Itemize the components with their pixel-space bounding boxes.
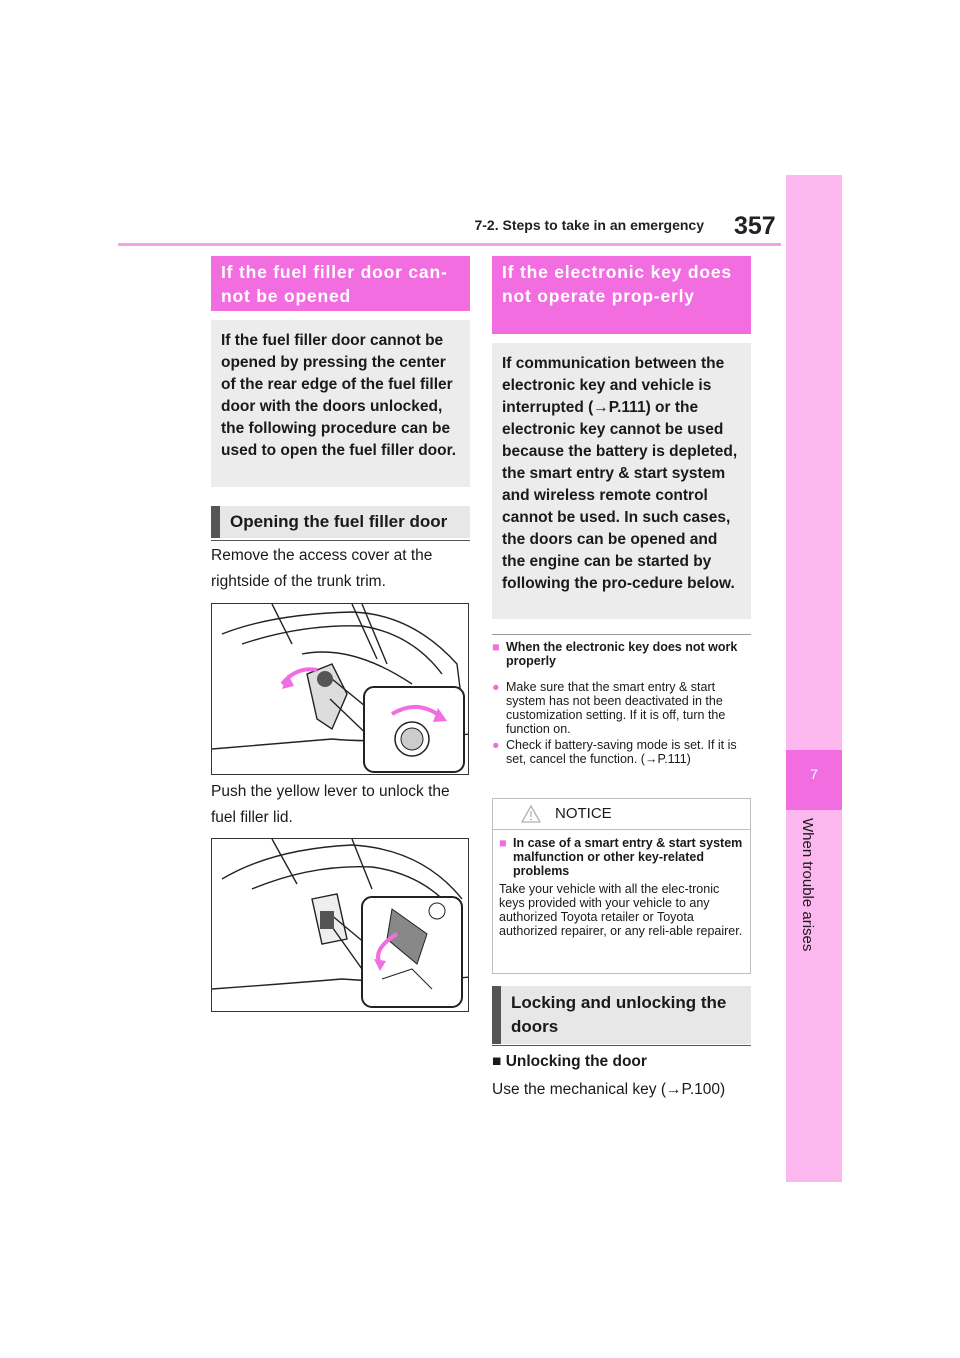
bullet-item-1 [492,680,751,738]
mechanical-key-text: Use the mechanical key (→P.100) [492,1081,726,1098]
note-title: When the electronic key does not work properly [506,640,738,668]
unlocking-door-item [492,1049,751,1075]
warning-triangle-icon [521,805,541,823]
side-tab-strip [786,175,842,1182]
bullet-item-2 [492,738,751,766]
access-cover-illustration [212,604,469,775]
opening-fuel-door-subheading: Opening the fuel filler door [211,506,470,538]
electronic-key-intro: If communication between the electronic key and vehicle is interrupted (→P.111) or the electronic key cannot be used because the battery is depleted, the smart entry & start system and wireless remote control cannot be used. In such cases, the doors can be opened and the engine can be started by following the pro-cedure below. [492,343,751,619]
bullet-text-1: Make sure that the smart entry & start system has not been deactivated in the customization setting. If it is off, turn the function on. [506,680,726,736]
yellow-lever-illustration [212,839,469,1012]
divider-rule [492,634,751,635]
locking-unlocking-subheading: Locking and unlocking the doors [492,986,751,1044]
circle-bullet-icon: ● [492,680,500,694]
notice-title-row [499,836,744,878]
access-cover-figure [211,603,469,775]
square-bullet-icon: ■ [492,640,500,654]
square-bullet-icon: ■ [499,836,507,850]
notice-box [492,798,751,974]
circle-bullet-icon: ● [492,738,500,752]
fuel-door-intro: If the fuel filler door cannot be opened by pressing the center of the rear edge of the fuel filler door with the doors unlocked, the following procedure can be used to open the fuel filler door. [211,320,470,487]
step-2-text: Push the yellow lever to unlock the fuel filler lid. [211,783,450,826]
chapter-label: When trouble arises [799,818,816,952]
page-number: 357 [734,212,776,240]
header-rule [118,243,781,246]
bullet-text-2: Check if battery-saving mode is set. If it is set, cancel the function. (→P.111) [506,738,737,766]
unlocking-door-label: Unlocking the door [505,1053,647,1070]
square-bullet-icon: ■ [492,1053,502,1070]
subheading-rule [492,1045,751,1046]
electronic-key-heading: If the electronic key does not operate prop-erly [492,256,751,334]
step-1-text: Remove the access cover at the rightside of the trunk trim. [211,547,433,590]
yellow-lever-figure [211,838,469,1012]
notice-title: In case of a smart entry & start system malfunction or other key-related problems [513,836,743,878]
notice-header [493,799,750,830]
section-title: 7-2. Steps to take in an emergency [474,217,704,233]
fuel-door-heading: If the fuel filler door can-not be opened [211,256,470,311]
chapter-number: 7 [810,766,818,782]
subheading-rule [211,540,470,541]
notice-label: NOTICE [555,805,612,822]
notice-body: Take your vehicle with all the elec-tronic keys provided with your vehicle to any authorized Toyota retailer or Toyota authorized repairer, or any reli-able repairer. [499,882,743,938]
note-key-not-working [492,640,751,668]
bullet-list [492,680,751,766]
